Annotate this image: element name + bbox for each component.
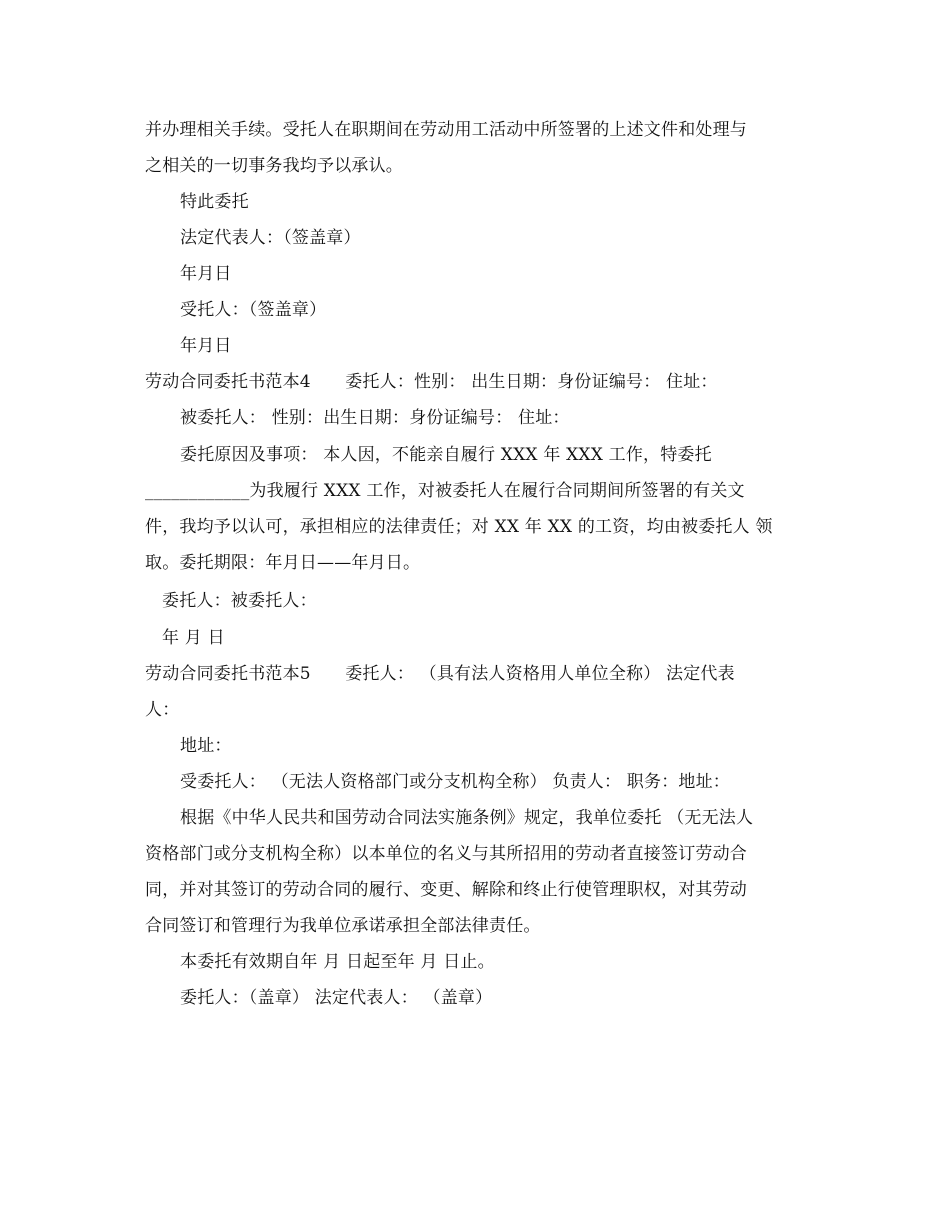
paragraph-line: 之相关的一切事务我均予以承认。 [145, 156, 403, 176]
paragraph-line: 地址： [180, 736, 232, 756]
paragraph-line: 合同签订和管理行为我单位承诺承担全部法律责任。 [145, 916, 541, 936]
paragraph-line: 资格部门或分支机构全称）以本单位的名义与其所招用的劳动者直接签订劳动合 [145, 844, 747, 864]
paragraph-line: 被委托人： 性别：出生日期：身份证编号： 住址： [180, 408, 570, 428]
paragraph-line: 委托人：被委托人： [162, 591, 317, 611]
paragraph-line: 同，并对其签订的劳动合同的履行、变更、解除和终止行使管理职权，对其劳动 [145, 880, 747, 900]
paragraph-line: ____________为我履行 XXX 工作，对被委托人在履行合同期间所签署的有关文 [145, 481, 745, 501]
paragraph-line: 年月日 [180, 336, 232, 356]
paragraph-line: 委托原因及事项： 本人因，不能亲自履行 XXX 年 XXX 工作，特委托 [180, 445, 712, 465]
paragraph-line: 特此委托 [180, 192, 249, 212]
paragraph-line: 法定代表人：（签盖章） [180, 228, 361, 248]
paragraph-line: 年 月 日 [162, 628, 225, 648]
section-heading-line: 劳动合同委托书范本4 委托人：性别： 出生日期：身份证编号： 住址： [145, 372, 718, 392]
paragraph-line: 受托人：（签盖章） [180, 300, 327, 320]
paragraph-line: 根据《中华人民共和国劳动合同法实施条例》规定，我单位委托 （无无法人 [180, 808, 754, 828]
section-heading-line: 劳动合同委托书范本5 委托人： （具有法人资格用人单位全称） 法定代表 [145, 664, 735, 684]
paragraph-line: 委托人：（盖章） 法定代表人： （盖章） [180, 988, 493, 1008]
paragraph-line: 并办理相关手续。受托人在职期间在劳动用工活动中所签署的上述文件和处理与 [145, 120, 747, 140]
paragraph-line: 件，我均予以认可，承担相应的法律责任；对 XX 年 XX 的工资，均由被委托人 领 [145, 517, 773, 537]
paragraph-line: 受委托人： （无法人资格部门或分支机构全称） 负责人： 职务：地址： [180, 772, 731, 792]
paragraph-line: 人： [145, 700, 180, 720]
paragraph-line: 本委托有效期自年 月 日起至年 月 日止。 [180, 952, 495, 972]
paragraph-line: 年月日 [180, 264, 232, 284]
paragraph-line: 取。委托期限：年月日——年月日。 [145, 553, 421, 573]
